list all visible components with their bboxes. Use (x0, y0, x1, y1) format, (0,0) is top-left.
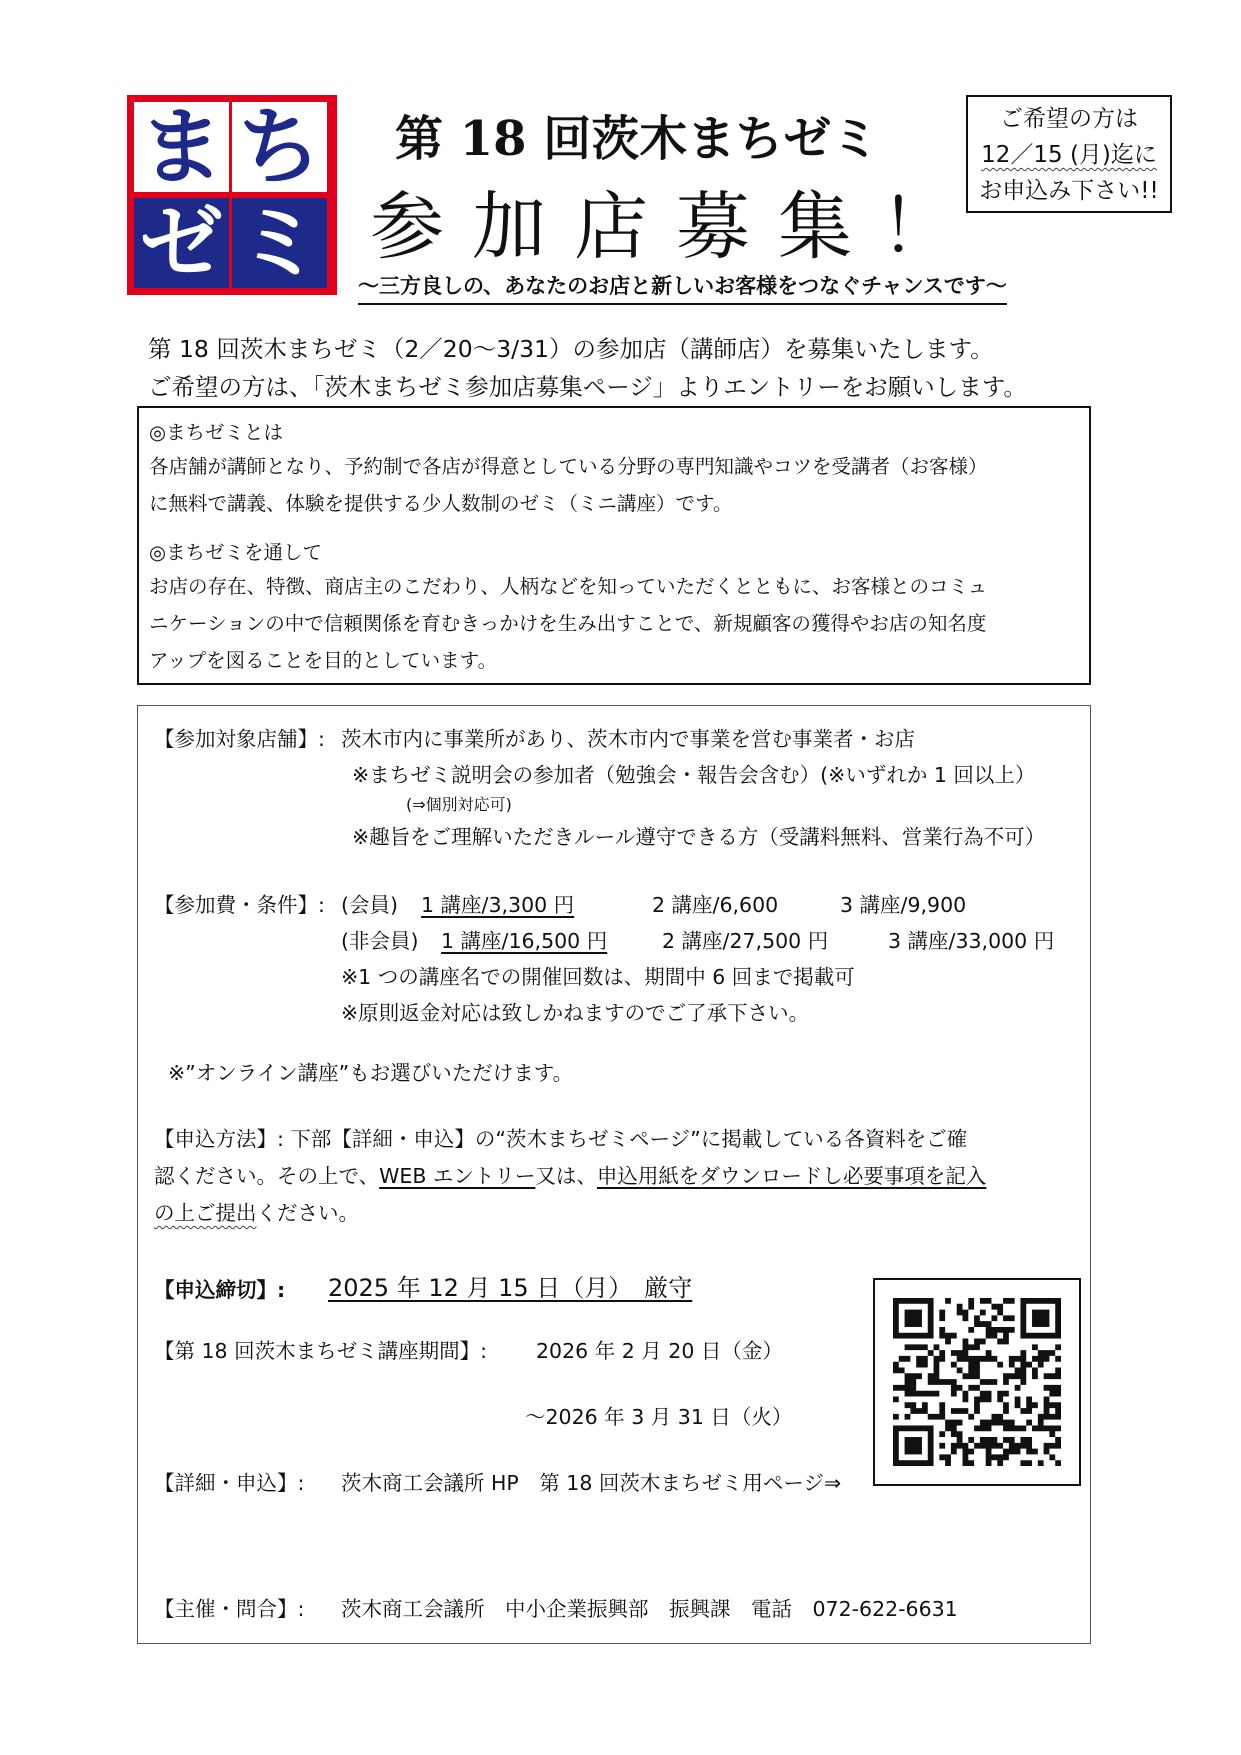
eligibility-main: 茨木市内に事業所があり、茨木市内で事業を営む事業者・お店 (341, 727, 915, 751)
machizemi-logo (127, 95, 337, 295)
eligibility-note-sub: (⇒個別対応可) (406, 795, 512, 814)
qr-code-icon (875, 1280, 1079, 1484)
logo-char: ま (134, 102, 229, 192)
eligibility-label: 【参加対象店舗】: (154, 727, 325, 751)
period-end: 〜2026 年 3 月 31 日（火） (525, 1405, 793, 1429)
headline: 参加店募集！ (370, 184, 982, 270)
about-heading: ◎まちゼミとは (149, 421, 284, 444)
fees-member-label: (会員) (341, 893, 398, 917)
online-note: ※”オンライン講座”もお選びいただけます。 (168, 1061, 574, 1085)
about-text: アップを図ることを目的としています。 (149, 649, 498, 672)
fees-member-price: 1 講座/3,300 円 (421, 893, 575, 917)
period-label: 【第 18 回茨木まちゼミ講座期間】: (154, 1339, 488, 1363)
about-heading: ◎まちゼミを通して (149, 541, 323, 564)
logo-char: ゼ (134, 198, 229, 288)
apply-text-part: の上ご提出 (154, 1201, 257, 1225)
fees-nonmember-price: 1 講座/16,500 円 (441, 929, 608, 953)
apply-text-part: 又は、 (535, 1164, 597, 1188)
deadline-notice-line: お申込み下さい!! (979, 178, 1159, 204)
details-link[interactable]: 茨木商工会議所 HP 第 18 回茨木まちゼミ用ページ⇒ (341, 1471, 842, 1495)
deadline-label: 【申込締切】: (154, 1278, 286, 1302)
deadline-notice-line: 12／15 (月)迄に (981, 142, 1157, 168)
apply-text-part: ください。 (256, 1201, 359, 1225)
fees-note: ※1 つの講座名での開催回数は、期間中 6 回まで掲載可 (341, 965, 855, 989)
apply-text: 【申込方法】: 下部【詳細・申込】の“茨木まちゼミページ”に掲載している各資料をご確 (154, 1127, 968, 1151)
contact-info: 茨木商工会議所 中小企業振興部 振興課 電話 072-622-6631 (341, 1597, 958, 1621)
web-entry-link[interactable]: WEB エントリー (379, 1164, 536, 1188)
about-text: お店の存在、特徴、商店主のこだわり、人柄などを知っていただくとともに、お客様とのコミュ (149, 575, 988, 598)
apply-text-part: 認ください。その上で、 (154, 1164, 380, 1188)
period-start: 2026 年 2 月 20 日（金） (536, 1339, 783, 1363)
eligibility-note: ※趣旨をご理解いただきルール遵守できる方（受講料無料、営業行為不可） (352, 825, 1046, 849)
subtitle: 〜三方良しの、あなたのお店と新しいお客様をつなぐチャンスです〜 (358, 270, 1007, 305)
intro-line: ご希望の方は、「茨木まちゼミ参加店募集ページ」よりエントリーをお願いします。 (148, 373, 1027, 401)
apply-text (154, 1196, 359, 1226)
page-title: 第 18 回茨木まちゼミ (395, 111, 880, 167)
fees-nonmember-price: 3 講座/33,000 円 (888, 929, 1055, 953)
intro-line: 第 18 回茨木まちゼミ（2／20〜3/31）の参加店（講師店）を募集いたします。 (148, 335, 994, 363)
about-box (137, 406, 1091, 685)
details-label: 【詳細・申込】: (154, 1471, 305, 1495)
fees-member-price: 3 講座/9,900 (840, 893, 967, 917)
fees-note: ※原則返金対応は致しかねますのでご了承下さい。 (341, 1001, 810, 1025)
deadline-notice-box (966, 95, 1172, 213)
logo-char: ミ (232, 198, 327, 288)
deadline-value: 2025 年 12 月 15 日（月） 厳守 (328, 1274, 693, 1302)
fees-nonmember-price: 2 講座/27,500 円 (662, 929, 829, 953)
qr-code[interactable] (873, 1278, 1081, 1486)
apply-text (154, 1159, 986, 1189)
about-text: 各店舗が講師となり、予約制で各店が得意としている分野の専門知識やコツを受講者（お客様） (149, 455, 988, 478)
form-download-link[interactable]: 申込用紙をダウンロードし必要事項を記入 (596, 1164, 987, 1188)
fees-member-price: 2 講座/6,600 (652, 893, 779, 917)
deadline-notice-line: ご希望の方は (1000, 106, 1138, 132)
eligibility-note: ※まちゼミ説明会の参加者（勉強会・報告会含む）(※いずれか 1 回以上） (352, 763, 1036, 787)
contact-label: 【主催・問合】: (154, 1597, 305, 1621)
logo-char: ち (232, 102, 327, 192)
about-text: ニケーションの中で信頼関係を育むきっかけを生み出すことで、新規顧客の獲得やお店の知名度 (149, 612, 987, 635)
fees-nonmember-label: (非会員) (341, 929, 419, 953)
fees-label: 【参加費・条件】: (154, 893, 325, 917)
about-text: に無料で講義、体験を提供する少人数制のゼミ（ミニ講座）です。 (149, 492, 733, 515)
details-box (137, 705, 1091, 1644)
intro-text (148, 330, 1027, 406)
